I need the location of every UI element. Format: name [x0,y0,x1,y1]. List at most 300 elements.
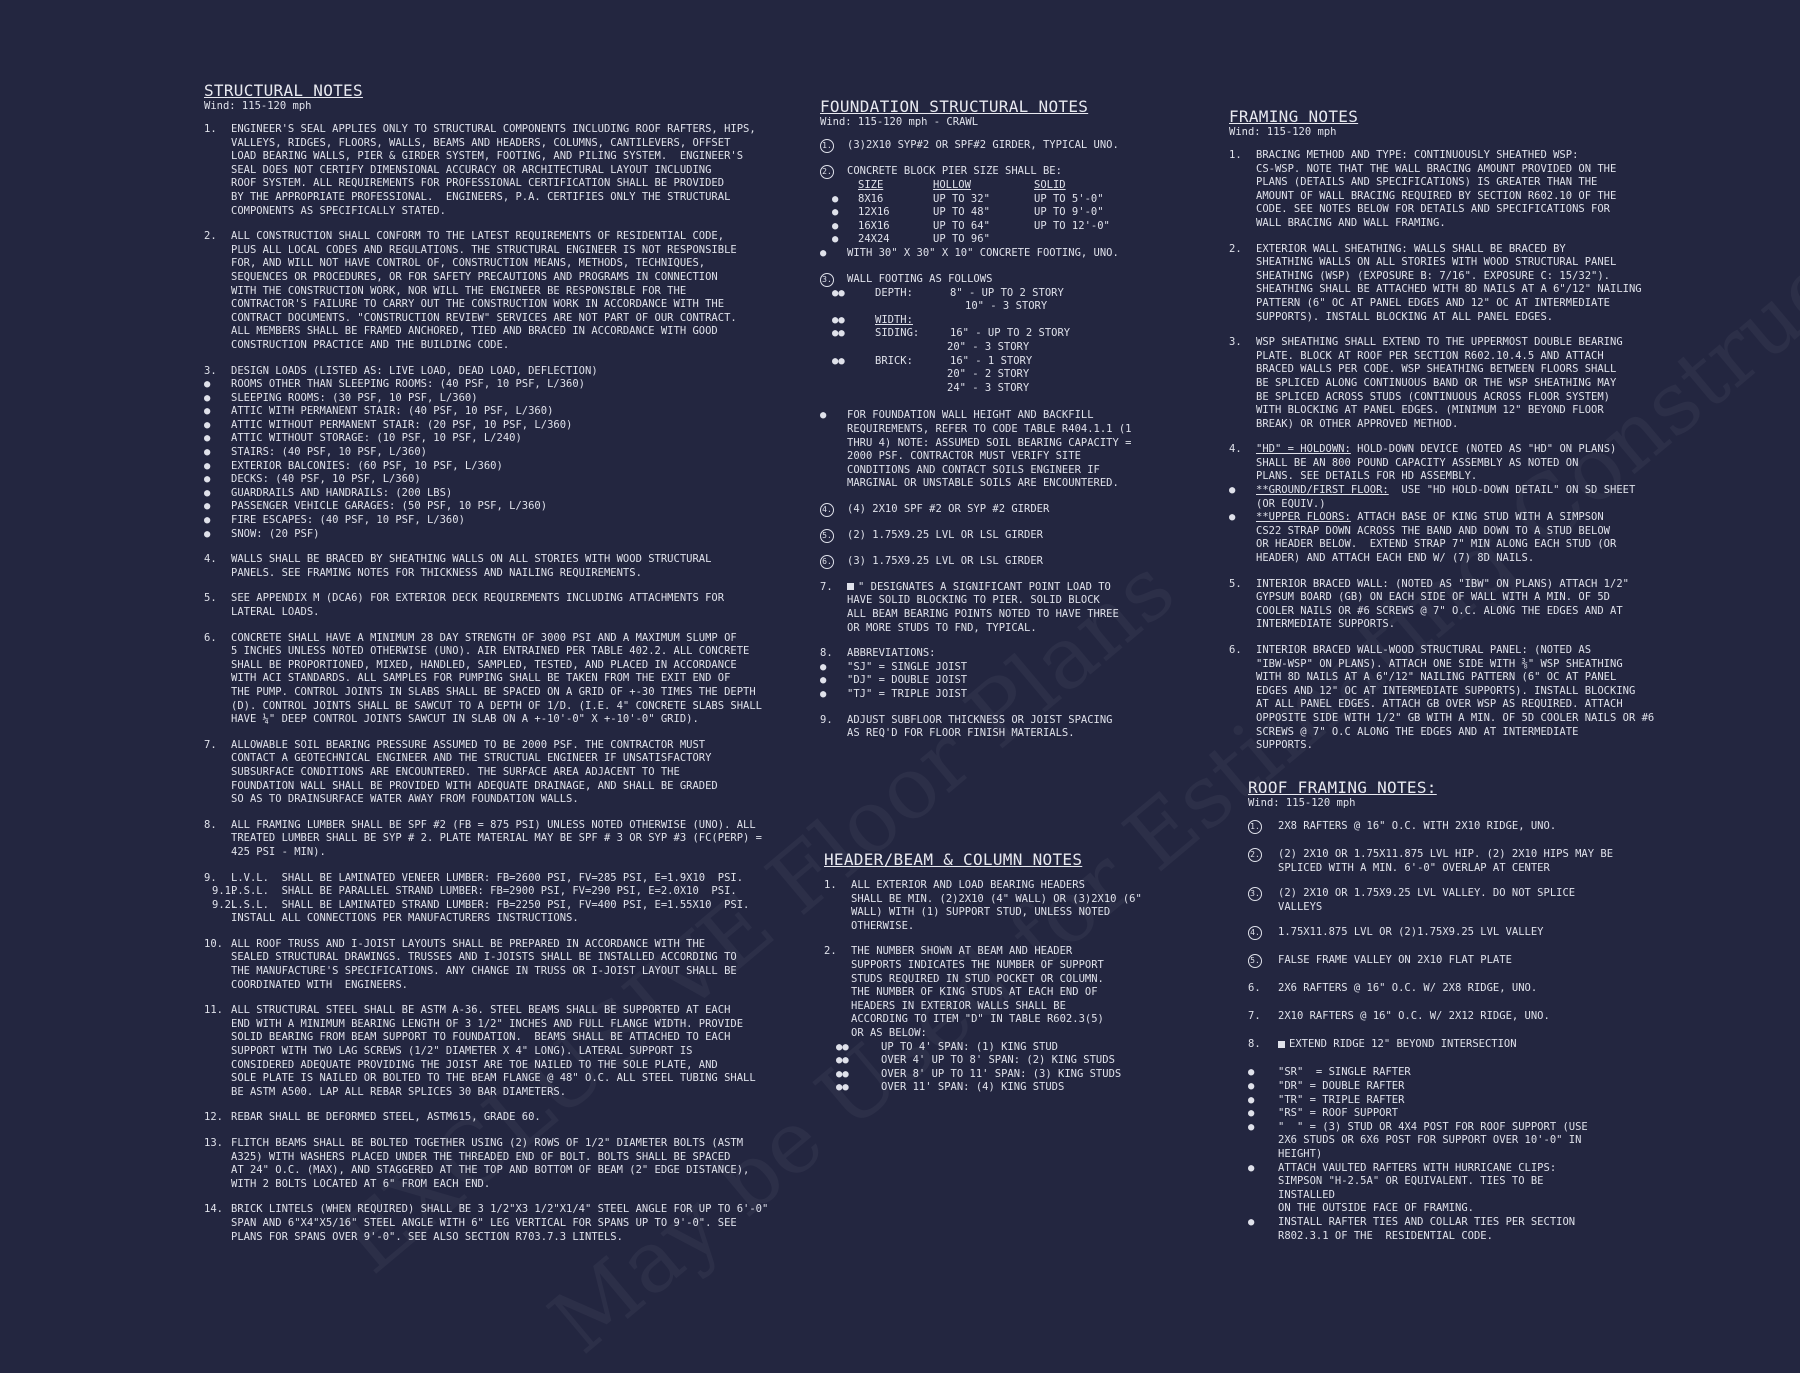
roof-circle-icon: 3. [1248,887,1262,901]
wall-note-line: 2000 PSF. CONTRACTOR MUST VERIFY SITE [847,450,1081,463]
bullet-dot: ● [204,391,211,404]
item-body [231,1203,768,1244]
roof-item-body [1278,982,1537,996]
foundation-wind: Wind: 115-120 mph - CRAWL [820,116,979,128]
list-item-body [1256,484,1635,511]
note-marker-1-icon: 1. [820,139,834,153]
item-body [1256,243,1649,325]
bullet-dot: ●● [836,1040,849,1053]
item-line: COORDINATED WITH ENGINEERS. [231,978,409,991]
item-line: SO AS TO DRAINSURFACE WATER AWAY FROM FOUNDATION WALLS. [231,793,579,806]
siding-label: SIDING: [875,327,920,340]
list-line: ATTACH VAULTED RAFTERS WITH HURRICANE CLIPS: [1278,1161,1557,1174]
item-line: CONTRACTOR'S FAILURE TO CARRY OUT THE CONSTRUCTION WORK IN ACCORDANCE WITH THE [231,298,725,311]
list-item [1248,1216,1648,1243]
structural-item [204,365,764,379]
holdown-bullets [1229,484,1649,566]
roof-item-body [1278,954,1512,968]
roof-item [1248,820,1648,834]
item-number: 2. [204,230,217,243]
item-line [1256,671,1654,685]
list-item [204,432,764,446]
item-number: 5. [1229,577,1242,590]
roof-bullets [1248,1066,1648,1243]
item-line: 425 PSI - MIN). [231,845,326,858]
list-line: "TR" = TRIPLE RAFTER [1278,1093,1405,1106]
roof-item [1248,954,1648,968]
item-line [1256,404,1649,418]
roof-item-line: FALSE FRAME VALLEY ON 2X10 FLAT PLATE [1278,954,1512,967]
item-7-line: ALL BEAM BEARING POINTS NOTED TO HAVE THREE [847,608,1119,621]
list-item-body [1278,1066,1411,1080]
holdown-label: "HD" = HOLDOWN: [1256,443,1351,456]
item-line-text: WITH BLOCKING AT PANEL EDGES. (MINIMUM 12" BEYOND FLOOR [1256,404,1604,417]
list-item-text: SNOW: (20 PSF) [231,527,320,540]
pier-cell: UP TO 32" [933,192,990,205]
item-line [1256,739,1654,753]
item-7-line: OR MORE STUDS TO FND, TYPICAL. [847,621,1037,634]
item-line [1256,176,1649,190]
list-item [1248,1107,1648,1121]
roof-item [1248,848,1648,875]
note-marker-4-icon: 4. [820,503,834,517]
bullet-dot: ● [204,418,211,431]
bullet-dot: ● [1229,511,1236,524]
item-line: ALL ROOF TRUSS AND I-JOIST LAYOUTS SHALL BE PREPARED IN ACCORDANCE WITH THE [231,937,706,950]
bullet-dot: ● [204,405,211,418]
item-body [1256,578,1649,632]
pier-header-hollow: HOLLOW [933,179,971,191]
header-line: ACCORDING TO ITEM "D" IN TABLE R602.3(5) [851,1013,1104,1026]
item-line-text: SCREWS @ 7" O.C ALONG THE EDGES AND AT INTERMEDIATE [1256,725,1579,738]
item-number: 8. [204,818,217,831]
pier-header-solid: SOLID [1034,179,1066,191]
list-item-text: ATTIC WITHOUT STORAGE: (10 PSF, 10 PSF, L/240) [231,432,522,445]
floor-label: **GROUND/FIRST FLOOR: [1256,484,1389,497]
header-line: HEADERS IN EXTERIOR WALLS SHALL BE [851,999,1066,1012]
header-line: THE NUMBER OF KING STUDS AT EACH END OF [851,986,1098,999]
item-line-text: EDGES AND 12" OC AT INTERMEDIATE SUPPORTS). INSTALL BLOCKING [1256,684,1636,697]
list-line: "RS" = ROOF SUPPORT [1278,1107,1399,1120]
roof-item-body [1278,926,1544,940]
item-line [1256,350,1649,364]
item-9-line: AS REQ'D FOR FLOOR FINISH MATERIALS. [847,727,1075,740]
foundation-title: FOUNDATION STRUCTURAL NOTES [820,97,1089,116]
framing-title: FRAMING NOTES [1229,107,1359,126]
bullet-dot: ● [1248,1120,1255,1133]
pier-header-size: SIZE [858,179,884,191]
structural-item [204,872,764,886]
roof-circle-icon: 4. [1248,926,1262,940]
item-line: LOAD BEARING WALLS, PIER & GIRDER SYSTEM, FOOTING, AND PILING SYSTEM. ENGINEER'S [231,150,744,163]
item-number: 1. [204,123,217,135]
framing-item [1229,149,1649,231]
item-line-text: BRACED WALLS PER CODE. WSP SHEATHING BETWEEN FLOORS SHALL [1256,363,1617,376]
foundation-item-5: (2) 1.75X9.25 LVL OR LSL GIRDER [847,528,1043,541]
item-line: REBAR SHALL BE DEFORMED STEEL, ASTM615, GRADE 60. [231,1111,541,1124]
item-number: 3. [1229,336,1242,349]
header-line: WALL) WITH (1) SUPPORT STUD, UNLESS NOTED [851,906,1111,919]
list-line: "SR" = SINGLE RAFTER [1278,1066,1411,1079]
roof-framing-notes [1248,779,1648,1243]
item-line: BRICK LINTELS (WHEN REQUIRED) SHALL BE 3 1/2"X3 1/2"X1/4" STEEL ANGLE FOR UP TO 6'-0" [231,1203,769,1216]
roof-item-line: 2X10 RAFTERS @ 16" O.C. W/ 2X12 RIDGE, UNO. [1278,1010,1550,1023]
list-item [204,460,764,474]
roof-item-line [1278,1038,1517,1052]
item-body [231,365,764,379]
item-line [1256,457,1649,471]
list-item [204,419,764,433]
structural-notes [204,81,769,1256]
roof-item-body [1278,887,1575,914]
header-line: ALL EXTERIOR AND LOAD BEARING HEADERS [851,879,1085,891]
item-body [231,553,764,580]
list-item [824,1041,1164,1055]
item-line-text: AT ALL PANEL EDGES. ATTACH GB OVER WSP AS REQUIRED. ATTACH [1256,698,1623,711]
header-item-1 [851,879,1164,933]
list-line: INSTALL RAFTER TIES AND COLLAR TIES PER SECTION [1278,1215,1576,1228]
item-line: END WITH A MINIMUM BEARING LENGTH OF 3 1/2" INCHES AND FULL FLANGE WIDTH. PROVIDE [231,1017,744,1030]
item-body [231,592,764,619]
roof-item-body [1278,848,1613,875]
list-item [204,514,764,528]
item-line: ALL STRUCTURAL STEEL SHALL BE ASTM A-36. STEEL BEAMS SHALL BE SUPPORTED AT EACH [231,1004,731,1017]
list-item-body [1278,1121,1588,1162]
foundation-item-2: CONCRETE BLOCK PIER SIZE SHALL BE: [847,165,1062,177]
item-line: PLUS ALL LOCAL CODES AND REGULATIONS. THE STRUCTURAL ENGINEER IS NOT RESPONSIBLE [231,243,737,256]
list-item-text: OVER 4' UP TO 8' SPAN: (2) KING STUDS [881,1054,1115,1067]
item-line: SEALED STRUCTURAL DRAWINGS. TRUSSES AND I-JOISTS SHALL BE INSTALLED ACCORDING TO [231,951,737,964]
list-item [1248,1094,1648,1108]
framing-item [1229,243,1649,325]
header-item-1-num: 1. [824,879,837,891]
brick-value-1: 16" - 1 STORY [950,354,1033,367]
framing-item [1229,336,1649,431]
item-line-text: CS-WSP. NOTE THAT THE WALL BRACING AMOUNT PROVIDED ON THE [1256,162,1617,175]
bullet-dot: ● [1248,1161,1255,1174]
roof-marker-icon [1248,887,1278,914]
list-item [824,1054,1164,1068]
item-line: SEQUENCES OR PROCEDURES, OR FOR SAFETY PRECAUTIONS AND PROGRAMS IN CONNECTION [231,270,718,283]
item-number: 10. [204,937,223,950]
roof-item-line: SPLICED WITH A MIN. 6'-0" OVERLAP AT CENTER [1278,861,1550,874]
foundation-item-7 [847,581,1180,635]
extend-ridge-icon [1278,1041,1285,1048]
list-item-text: OVER 11' SPAN: (4) KING STUDS [881,1081,1065,1094]
item-line-text: EXTERIOR WALL SHEATHING: WALLS SHALL BE BRACED BY [1256,242,1566,255]
list-item-text: STAIRS: (40 PSF, 10 PSF, L/360) [231,446,427,459]
roof-circle-icon: 2. [1248,848,1262,862]
list-item [204,392,764,406]
bullet-dot: ● [204,514,211,527]
pier-cell: 8X16 [858,192,884,205]
structural-item [204,592,764,619]
item-line: SEAL DOES NOT CERTIFY DIMENSIONAL ACCURACY OR ARCHITECTURAL LAYOUT INCLUDING [231,163,712,176]
item-line [1256,283,1649,297]
header-line: SUPPORTS INDICATES THE NUMBER OF SUPPORT [851,958,1104,971]
item-line-text: PLATE. BLOCK AT ROOF PER SECTION R602.10.4.5 AND ATTACH [1256,349,1604,362]
header-beam-title: HEADER/BEAM & COLUMN NOTES [824,850,1083,869]
item-line [1256,470,1649,484]
item-line: CONSIDERED ADEQUATE PROVIDING THE JOIST ARE TOE NAILED TO THE SOLE PLATE, AND [231,1058,718,1071]
list-item [204,446,764,460]
item-line [1256,644,1654,658]
list-item-text: GUARDRAILS AND HANDRAILS: (200 LBS) [231,486,453,499]
item-line: TREATED LUMBER SHALL BE SYP # 2. PLATE MATERIAL MAY BE SPF # 3 OR SYP #3 (FC(PERP) = [231,832,763,845]
item-line-text: BE SPLICED ALONG CONTINUOUS BAND OR THE WSP SHEATHING MAY [1256,376,1617,389]
item-line: DESIGN LOADS (LISTED AS: LIVE LOAD, DEAD LOAD, DEFLECTION) [231,364,598,377]
depth-label: DEPTH: [875,286,913,299]
item-body [231,632,764,727]
bullet-dot: ● [1248,1215,1255,1228]
item-line-text: BREAK) OR OTHER APPROVED METHOD. [1256,417,1459,430]
structural-item [204,553,764,580]
item-line-text: WALL BRACING AND WALL FRAMING. [1256,216,1446,229]
header-line: OR AS BELOW: [851,1026,927,1039]
point-load-icon [847,583,854,590]
item-line [1256,149,1649,163]
pier-cell [1034,233,1110,247]
item-line: ROOF SYSTEM. ALL REQUIREMENTS FOR PROFESSIONAL CERTIFICATION SHALL BE PROVIDED [231,177,725,190]
item-number: 6. [204,631,217,644]
list-item [824,1081,1164,1095]
roof-item-text: EXTEND RIDGE 12" BEYOND INTERSECTION [1289,1038,1517,1051]
pier-cell: 12X16 [858,206,890,219]
roof-item-line: 1.75X11.875 LVL OR (2)1.75X9.25 LVL VALLEY [1278,926,1544,939]
item-line-text: PATTERN (6" OC AT PANEL EDGES AND 12" OC AT INTERMEDIATE [1256,296,1611,309]
list-line: ON THE OUTSIDE FACE OF FRAMING. [1278,1202,1474,1215]
item-line: ALL FRAMING LUMBER SHALL BE SPF #2 (FB = 875 PSI) UNLESS NOTED OTHERWISE (UNO). ALL [231,818,756,831]
king-stud-list [824,1041,1164,1095]
item-line [1256,726,1654,740]
item-line [1256,698,1654,712]
roof-item-body [1278,1010,1550,1024]
structural-item [204,1004,764,1099]
bullet-dot: ● [204,527,211,540]
pier-cell: UP TO 12'-0" [1034,219,1110,232]
pier-size-table [858,179,1110,247]
list-line-text: ATTACH BASE OF KING STUD WITH A SIMPSON [1350,511,1604,524]
item-line: L.V.L. SHALL BE LAMINATED VENEER LUMBER: FB=2600 PSI, FV=285 PSI, E=1.9X10 PSI. [231,871,744,884]
depth-value-1: 8" - UP TO 2 STORY [950,286,1064,299]
item-number: 6. [1229,644,1242,656]
item-line: FOUNDATION WALL SHALL BE PROVIDED WITH ADEQUATE DRAINAGE, AND SHALL BE GRADED [231,779,718,792]
width-label: WIDTH: [875,313,913,326]
item-line [1256,618,1649,632]
item-line-text: SHALL BE AN 800 POUND CAPACITY ASSEMBLY AS NOTED ON [1256,456,1579,469]
header-line: STUDS REQUIRED IN STUD POCKET OR COLUMN. [851,972,1104,985]
item-line: COMPONENTS AS SPECIFICALLY STATED. [231,204,446,217]
abbreviation-item: "TJ" = TRIPLE JOIST [847,688,968,701]
list-item [204,487,764,501]
item-line: SEE APPENDIX M (DCA6) FOR EXTERIOR DECK REQUIREMENTS INCLUDING ATTACHMENTS FOR [231,592,725,605]
list-line [1256,552,1616,566]
item-line-text: WSP SHEATHING SHALL EXTEND TO THE UPPERMOST DOUBLE BEARING [1256,336,1623,349]
item-line: WITH ACI STANDARDS. ALL SAMPLES FOR PUMPING SHALL BE TAKEN FROM THE EXIT END OF [231,672,731,685]
header-beam-notes [824,851,1164,1095]
foundation-item-1: (3)2X10 SYP#2 OR SPF#2 GIRDER, TYPICAL UNO. [847,139,1119,151]
item-line-text: SHEATHING WALLS ON ALL STORIES WITH WOOD STRUCTURAL PANEL [1256,256,1617,269]
foundation-item-7-num: 7. [820,580,833,593]
item-body [231,123,764,218]
list-line-text: OR HEADER BELOW. EXTEND STRAP 7" MIN ALONG EACH STUD (OR [1256,538,1617,551]
item-number: 4. [204,553,217,566]
item-line [1256,297,1649,311]
item-line [1256,363,1649,377]
item-line-text: OPPOSITE SIDE WITH 1/2" GB WITH A MIN. OF 5D COOLER NAILS OR #6 [1256,711,1655,724]
item-number: 13. [204,1137,223,1149]
pier-cell: UP TO 96" [933,233,990,246]
depth-value-2: 10" - 3 STORY [965,300,1048,313]
structural-item [204,1203,769,1244]
list-item-text: ROOMS OTHER THAN SLEEPING ROOMS: (40 PSF, 10 PSF, L/360) [231,378,586,391]
item-body [231,938,764,992]
roof-circle-icon: 1. [1248,820,1262,834]
roof-marker-icon [1248,820,1278,834]
roof-item [1248,926,1648,940]
pier-cell: UP TO 48" [933,206,990,219]
item-line [1256,311,1649,325]
item-number: 2. [1229,242,1242,255]
item-line: SHALL BE PROPORTIONED, MIXED, HANDLED, SAMPLED, TESTED, AND PLACED IN ACCORDANCE [231,658,737,671]
list-line [1256,498,1635,512]
header-line: OTHERWISE. [851,919,915,932]
list-item-text: SLEEPING ROOMS: (30 PSF, 10 PSF, L/360) [231,391,478,404]
item-line: SPAN AND 6"X4"X5/16" STEEL ANGLE WITH 6" LEG VERTICAL FOR SPANS UP TO 9'-0". SEE [231,1216,737,1229]
item-line: CONTRACT DOCUMENTS. "CONSTRUCTION REVIEW" SERVICES ARE NOT PART OF OUR CONTRACT. [231,311,737,324]
item-body [1256,149,1649,231]
item-number: 4. [1229,443,1242,456]
item-line: FLITCH BEAMS SHALL BE BOLTED TOGETHER USING (2) ROWS OF 1/2" DIAMETER BOLTS (ASTM [231,1137,744,1149]
item-line-text: SHEATHING SHALL BE ATTACHED WITH 8D NAILS AT A 6"/12" NAILING [1256,283,1642,296]
item-body [231,819,764,860]
bullet-dot: ● [204,500,211,513]
roof-item-line: VALLEYS [1278,900,1323,913]
abbreviation-list: ● "SJ" = SINGLE JOIST ● "DJ" = DOUBLE JOIST ● "TJ" = TRIPLE JOIST [820,660,968,701]
roof-marker-icon: 8. [1248,1038,1261,1051]
sub-item-number: 9.1. [212,885,238,898]
list-item [204,405,764,419]
list-line [1256,484,1635,498]
pier-cell: 16X16 [858,219,890,232]
list-line-text: HEADER) AND ATTACH EACH END W/ (7) 8D NAILS. [1256,552,1535,565]
item-line-text: INTERMEDIATE SUPPORTS. [1256,618,1396,631]
item-line: BY THE APPROPRIATE PROFESSIONAL. ENGINEERS, P.A. CERTIFIES ONLY THE STRUCTURAL [231,190,731,203]
bullet-dot: ● [1248,1093,1255,1106]
item-line-text: INTERIOR BRACED WALL-WOOD STRUCTURAL PANEL: (NOTED AS [1256,644,1592,656]
roof-item-body [1278,820,1556,834]
item-line: CONCRETE SHALL HAVE A MINIMUM 28 DAY STRENGTH OF 3000 PSI AND A MAXIMUM SLUMP OF [231,631,737,644]
list-item-body [1278,1080,1404,1094]
item-line-text: INTERIOR BRACED WALL: (NOTED AS "IBW" ON PLANS) ATTACH 1/2" [1256,577,1629,590]
foundation-item-3: WALL FOOTING AS FOLLOWS [847,272,993,285]
item-7-line: " DESIGNATES A SIGNIFICANT POINT LOAD TO [858,580,1111,593]
item-line: 5 INCHES UNLESS NOTED OTHERWISE (UNO). AIR ENTRAINED PER TABLE 402.2. ALL CONCRETE [231,645,750,658]
item-line: LATERAL LOADS. [231,606,320,618]
list-item-text: OVER 8' UP TO 11' SPAN: (3) KING STUDS [881,1067,1122,1080]
item-line [1256,270,1649,284]
list-item [204,473,764,487]
pier-bullets: ● ● ● ● [832,192,839,246]
design-loads-list [204,378,764,541]
pier-footing-note: WITH 30" X 30" X 10" CONCRETE FOOTING, UNO. [847,246,1119,259]
item-line [1256,203,1649,217]
item-body [231,872,764,886]
structural-item [204,1137,764,1191]
roof-marker-icon [1248,926,1278,940]
list-line [1256,511,1616,525]
pier-cell: UP TO 5'-0" [1034,192,1104,205]
item-line [1256,391,1649,405]
abbreviations-label: ABBREVIATIONS: [847,647,936,660]
wall-note-line: THRU 4) NOTE: ASSUMED SOIL BEARING CAPACITY = [847,436,1132,449]
item-line: WITH 2 BOLTS LOCATED AT 6" FROM EACH END. [231,1177,491,1190]
item-line: VALLEYS, RIDGES, FLOORS, WALLS, BEAMS AND HEADERS, COLUMNS, CANTILEVERS, OFFSET [231,136,731,149]
note-marker-6-icon: 6. [820,555,834,569]
roof-circle-icon: 5. [1248,954,1262,968]
item-line-text: "IBW-WSP" ON PLANS). ATTACH ONE SIDE WITH ⅜" WSP SHEATHING [1256,657,1623,670]
list-line: 2X6 STUDS OR 6X6 POST FOR SUPPORT OVER 10'-0" IN [1278,1134,1582,1147]
sub-item-number: 9.2. [212,898,238,911]
item-line [1256,256,1649,270]
roof-item [1248,982,1648,996]
roof-item-body [1278,1038,1517,1052]
roof-marker-icon: 7. [1248,1010,1261,1023]
list-line: " " = (3) STUD OR 4X4 POST FOR ROOF SUPPORT (USE [1278,1120,1588,1133]
bullet-dot: ● [1248,1107,1255,1120]
sub-item [204,885,764,899]
structural-notes-title: STRUCTURAL NOTES [204,81,363,100]
item-line: ALL CONSTRUCTION SHALL CONFORM TO THE LATEST REQUIREMENTS OF RESIDENTIAL CODE, [231,230,725,243]
list-item [204,378,764,392]
roof-wind: Wind: 115-120 mph [1248,797,1356,809]
header-line: SHALL BE MIN. (2)2X10 (4" WALL) OR (3)2X10 (6" [851,892,1142,905]
item-number: 12. [204,1111,223,1124]
siding-value-2: 20" - 3 STORY [947,340,1030,353]
structural-wind: Wind: 115-120 mph [204,100,312,112]
item-line: AT 24" O.C. (MAX), AND STAGGERED AT THE TOP AND BOTTOM OF BEAM (2" EDGE DISTANCE), [231,1164,750,1177]
item-9-line: ADJUST SUBFLOOR THICKNESS OR JOIST SPACING [847,713,1113,726]
item-line: FOR, AND WILL NOT HAVE CONTROL OF, CONSTRUCTION MEANS, METHODS, TECHNIQUES, [231,257,706,270]
wall-footing-table: ●● DEPTH: 8" - UP TO 2 STORY 10" - 3 STORY ●● WIDTH: ●● SIDING: 16" - UP TO 2 STORY 20" - 3 STORY ●● BRICK: 16" - 1 STORY 20" - 2 STORY 24" - 3 STORY [832,286,1071,394]
roof-title: ROOF FRAMING NOTES: [1248,778,1437,797]
list-item [1248,1162,1648,1216]
roof-item [1248,1010,1648,1024]
siding-value-1: 16" - UP TO 2 STORY [950,327,1071,340]
bullet-dot: ● [1248,1066,1255,1079]
roof-marker-icon: 6. [1248,982,1261,995]
item-line [1256,605,1649,619]
brick-value-3: 24" - 3 STORY [947,381,1030,394]
foundation-item-6: (3) 1.75X9.25 LVL OR LSL GIRDER [847,554,1043,567]
wall-note-line: REQUIREMENTS, REFER TO CODE TABLE R404.1.1 (1 [847,422,1132,435]
list-line-text: CS22 STRAP DOWN ACROSS THE BAND AND DOWN TO A STUD BELOW [1256,524,1611,537]
item-line: (D). CONTROL JOINTS SHALL BE SAWCUT TO A DEPTH OF 1/D. (I.E. 4" CONCRETE SLABS SHALL [231,699,763,712]
item-line: CONTACT A GEOTECHNICAL ENGINEER AND THE STRUCTUAL ENGINEER IF UNSATISFACTORY [231,752,712,765]
item-line: WITH THE CONSTRUCTION WORK, NOR WILL THE ENGINEER BE RESPONSIBLE FOR THE [231,284,687,297]
foundation-wall-note [847,409,1131,491]
bullet-dot: ● [204,378,211,391]
list-item [204,528,764,542]
roof-item-line: (2) 2X10 OR 1.75X9.25 LVL VALLEY. DO NOT SPLICE [1278,887,1576,900]
item-number: 9. [204,871,217,884]
item-line-text: AMOUNT OF WALL BRACING REQUIRED BY SECTION R602.10 OF THE [1256,189,1617,202]
list-line: SIMPSON "H-2.5A" OR EQUIVALENT. TIES TO BE [1278,1175,1544,1188]
item-number: 1. [1229,149,1242,161]
list-item-text: PASSENGER VEHICLE GARAGES: (50 PSF, 10 PSF, L/360) [231,500,548,513]
structural-item [204,938,764,992]
abbreviation-item: "SJ" = SINGLE JOIST [847,660,968,673]
